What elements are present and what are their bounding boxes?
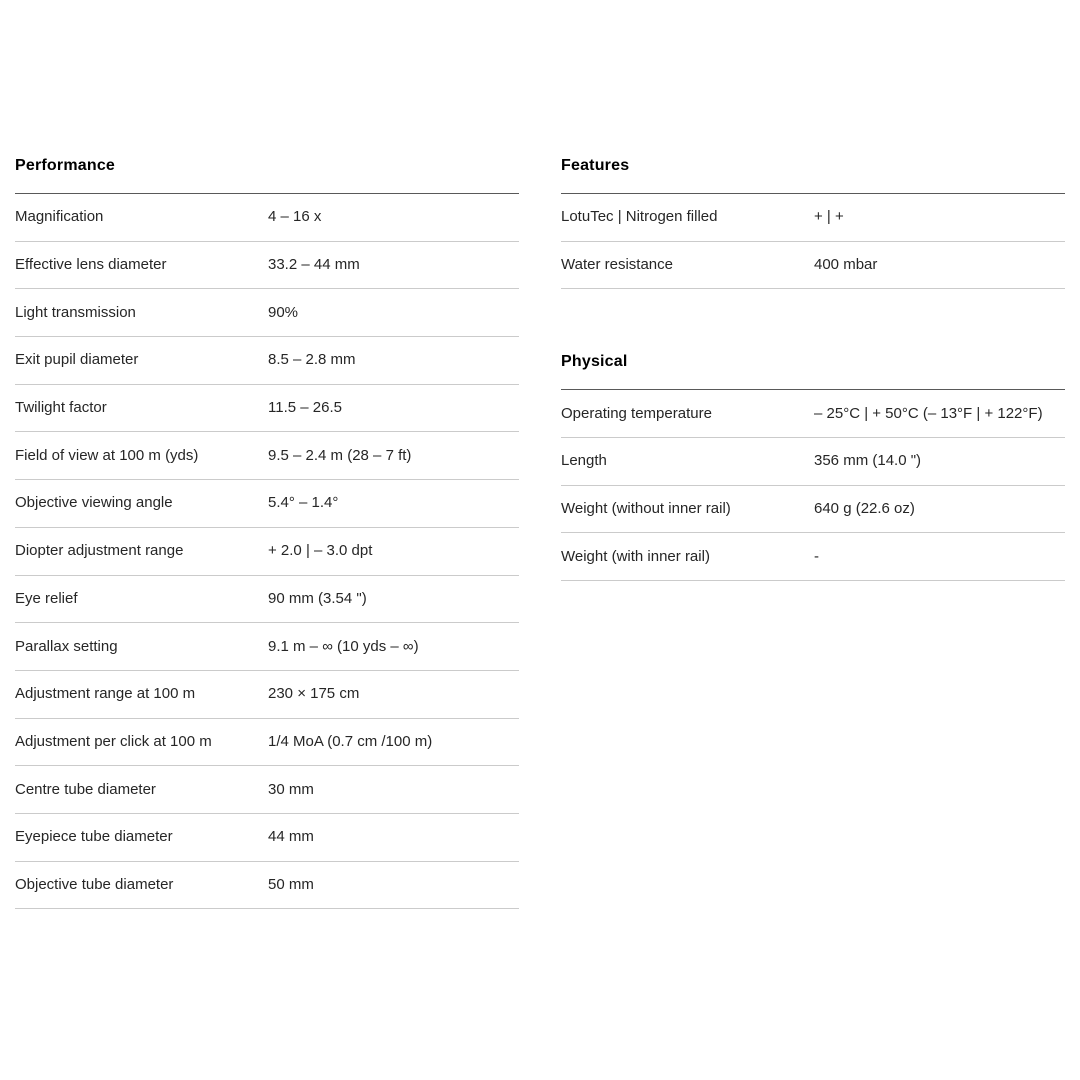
spec-section bbox=[561, 351, 1065, 581]
table-row bbox=[15, 385, 519, 433]
spec-label: Eye relief bbox=[15, 589, 78, 607]
spec-label: Weight (without inner rail) bbox=[561, 500, 731, 518]
spec-section bbox=[15, 155, 519, 909]
spec-value: + 2.0 | – 3.0 dpt bbox=[268, 542, 373, 560]
spec-label: Eyepiece tube diameter bbox=[15, 828, 173, 846]
spec-label: Parallax setting bbox=[15, 637, 118, 655]
spec-table bbox=[561, 389, 1065, 581]
spec-label: Operating temperature bbox=[561, 404, 712, 422]
spec-value: 4 – 16 x bbox=[268, 208, 322, 226]
spec-table bbox=[561, 193, 1065, 289]
spec-table bbox=[15, 193, 519, 909]
table-row bbox=[561, 242, 1065, 290]
spec-value: 1/4 MoA (0.7 cm /100 m) bbox=[268, 732, 433, 750]
spec-value: 640 g (22.6 oz) bbox=[814, 500, 915, 518]
spec-value: 30 mm bbox=[268, 780, 314, 798]
table-row bbox=[15, 194, 519, 242]
table-row bbox=[15, 337, 519, 385]
spec-value: 44 mm bbox=[268, 828, 314, 846]
spec-value: 8.5 – 2.8 mm bbox=[268, 351, 356, 369]
spec-label: LotuTec | Nitrogen filled bbox=[561, 208, 718, 226]
spec-label: Water resistance bbox=[561, 256, 673, 274]
table-row bbox=[561, 194, 1065, 242]
spec-column-left bbox=[15, 155, 519, 909]
spec-label: Length bbox=[561, 452, 607, 470]
spec-label: Adjustment per click at 100 m bbox=[15, 732, 212, 750]
table-row bbox=[15, 814, 519, 862]
spec-label: Centre tube diameter bbox=[15, 780, 156, 798]
spec-section bbox=[561, 155, 1065, 289]
table-row bbox=[15, 289, 519, 337]
table-row bbox=[15, 862, 519, 910]
spec-value: 33.2 – 44 mm bbox=[268, 256, 360, 274]
spec-label: Light transmission bbox=[15, 303, 136, 321]
spec-value: 400 mbar bbox=[814, 256, 878, 274]
spec-label: Weight (with inner rail) bbox=[561, 547, 710, 565]
spec-label: Diopter adjustment range bbox=[15, 542, 184, 560]
table-row bbox=[15, 480, 519, 528]
spec-value: 356 mm (14.0 ") bbox=[814, 452, 922, 470]
spec-label: Objective viewing angle bbox=[15, 494, 173, 512]
table-row bbox=[561, 390, 1065, 438]
table-row bbox=[561, 438, 1065, 486]
spec-label: Field of view at 100 m (yds) bbox=[15, 446, 199, 464]
spec-label: Adjustment range at 100 m bbox=[15, 685, 196, 703]
table-row bbox=[15, 576, 519, 624]
spec-value: 90% bbox=[268, 303, 299, 321]
table-row bbox=[15, 528, 519, 576]
spec-value: 11.5 – 26.5 bbox=[268, 399, 342, 417]
table-row bbox=[15, 432, 519, 480]
table-row bbox=[15, 719, 519, 767]
table-row bbox=[15, 671, 519, 719]
section-title: Performance bbox=[15, 157, 116, 174]
spec-value: 5.4° – 1.4° bbox=[268, 494, 339, 512]
spec-value: 9.1 m – ∞ (10 yds – ∞) bbox=[268, 637, 419, 655]
spec-label: Objective tube diameter bbox=[15, 875, 174, 893]
spec-value: 90 mm (3.54 ") bbox=[268, 589, 367, 607]
spec-value: - bbox=[814, 547, 819, 565]
table-row bbox=[15, 623, 519, 671]
spec-column-right bbox=[561, 155, 1065, 581]
spec-value: – 25°C | + 50°C (– 13°F | + 122°F) bbox=[814, 404, 1043, 422]
spec-value: 50 mm bbox=[268, 875, 314, 893]
table-row bbox=[15, 766, 519, 814]
spec-value: 230 × 175 cm bbox=[268, 685, 360, 703]
section-title: Physical bbox=[561, 353, 628, 371]
spec-value: + | + bbox=[814, 208, 844, 226]
spec-label: Twilight factor bbox=[15, 399, 107, 417]
table-row bbox=[15, 242, 519, 290]
spec-label: Magnification bbox=[15, 208, 104, 226]
section-title: Features bbox=[561, 157, 630, 174]
table-row bbox=[561, 533, 1065, 581]
spec-label: Exit pupil diameter bbox=[15, 351, 139, 369]
spec-value: 9.5 – 2.4 m (28 – 7 ft) bbox=[268, 446, 412, 464]
spec-label: Effective lens diameter bbox=[15, 256, 167, 274]
table-row bbox=[561, 486, 1065, 534]
